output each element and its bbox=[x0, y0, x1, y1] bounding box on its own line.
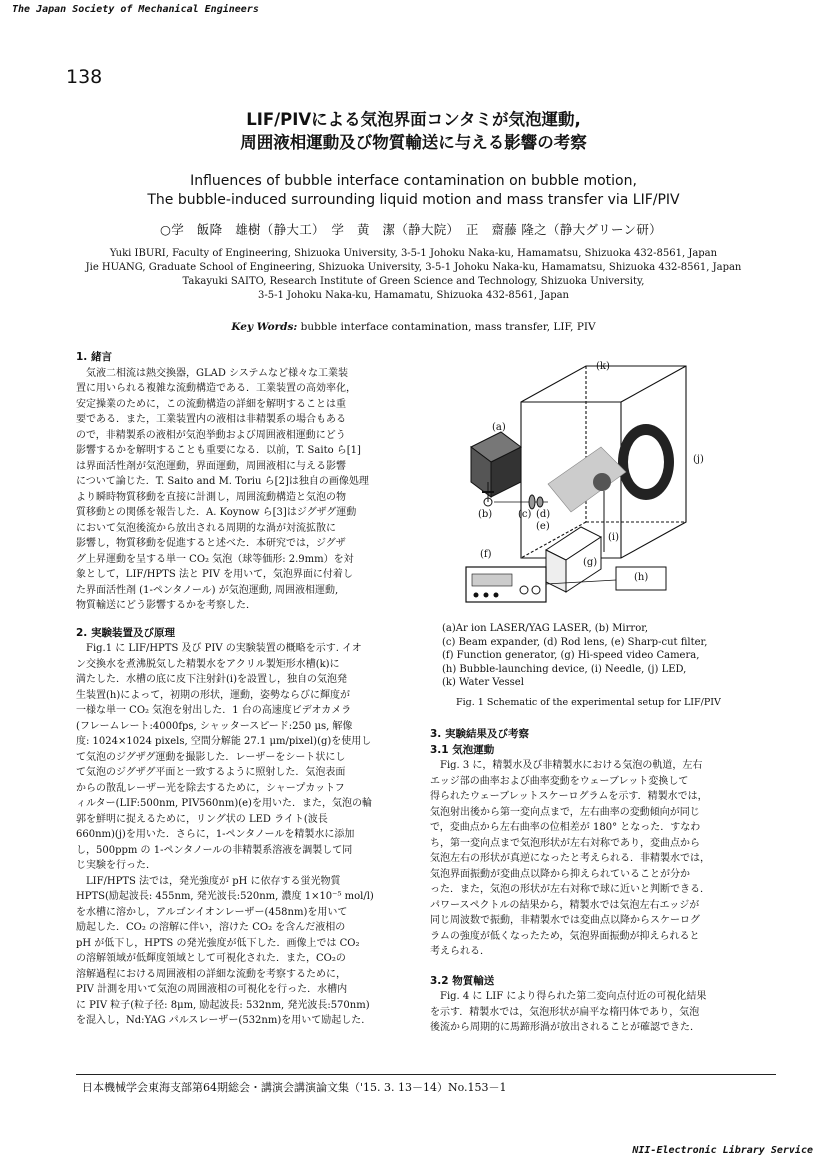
text-line: 溶解過程における周囲液相の詳細な流動を考察するために， bbox=[76, 968, 346, 980]
legend-line: (h) Bubble-launching device, (i) Needle, (j) LED, bbox=[442, 663, 687, 675]
section-1-title: 1. 緒言 bbox=[76, 351, 112, 363]
page-number: 138 bbox=[66, 66, 103, 88]
text-line: 安定操業のために，この流動構造の詳細を解明することは重 bbox=[76, 398, 346, 410]
label-e: (e) bbox=[536, 521, 550, 532]
text-line: 質移動との関係を報告した．A. Koynow ら[3]はジグザグ運動 bbox=[76, 507, 357, 518]
text-line: ン交換水を煮沸脱気した精製水をアクリル製矩形水槽(k)に bbox=[76, 658, 340, 670]
legend-line: (k) Water Vessel bbox=[442, 677, 524, 688]
section-3-2-body bbox=[430, 989, 770, 1036]
text-line: (フレームレート:4000fps, シャッタースピード:250 μs, 解像 bbox=[76, 720, 353, 732]
author-list: ○学 飯降 雄樹（静大工） 学 黄 潔（静大院） 正 齋藤 隆之（静大グリーン研） bbox=[160, 222, 662, 237]
text-line: ち，第一変向点まで気泡形状が左右対称であり，変曲点から bbox=[430, 837, 700, 849]
label-k: (k) bbox=[596, 361, 610, 372]
text-line: 物質輸送にどう影響するかを考察した． bbox=[76, 600, 256, 611]
text-line: に PIV 粒子(粒子径: 8μm, 励起波長: 532nm, 発光波長:570nm) bbox=[76, 999, 370, 1011]
text-line: LIF/HPTS 法では，発光強度が pH に依存する蛍光物質 bbox=[76, 875, 341, 887]
society-header: The Japan Society of Mechanical Engineers bbox=[12, 4, 259, 15]
text-line: からの散乱レーザー光を除去するために，シャープカットフ bbox=[76, 782, 345, 794]
text-line: ので，非精製系の液相が気泡挙動および周囲液相運動にどう bbox=[76, 429, 346, 441]
footer-rule bbox=[76, 1074, 776, 1075]
text-line: Fig. 4 に LIF により得られた第二変向点付近の可視化結果 bbox=[430, 991, 707, 1002]
text-line: HPTS(励起波長: 455nm, 発光波長:520nm, 濃度 1×10⁻⁵ mol/l) bbox=[76, 891, 374, 902]
affiliation-line: Yuki IBURI, Faculty of Engineering, Shizuoka University, 3-5-1 Johoku Naka-ku, Hamamatsu, Shizuoka 432-8561, Japan bbox=[109, 248, 718, 259]
text-line: 660nm)(j)を用いた．さらに，1-ペンタノールを精製水に添加 bbox=[76, 829, 355, 840]
setup-diagram bbox=[436, 352, 766, 622]
text-line: 気泡界面振動が変曲点以降から抑えられていることが分か bbox=[430, 868, 690, 880]
title-ja-line2: 周囲液相運動及び物質輸送に与える影響の考察 bbox=[240, 133, 587, 152]
text-line: 考えられる． bbox=[430, 946, 490, 957]
section-1-body bbox=[76, 366, 406, 614]
text-line: Fig.1 に LIF/HPTS 及び PIV の実験装置の概略を示す. イオ bbox=[76, 643, 362, 654]
title-ja-line1: LIF/PIVによる気泡界面コンタミが気泡運動, bbox=[246, 110, 581, 129]
text-line: て気泡のジグザグ平面と一致するように照射した．気泡表面 bbox=[76, 767, 346, 778]
text-line: で，変曲点から左右曲率の位相差が 180° となった．すなわ bbox=[430, 822, 701, 833]
text-line: 後流から周期的に馬蹄形渦が放出されることが確認できた． bbox=[430, 1022, 700, 1033]
label-g: (g) bbox=[583, 557, 598, 568]
legend-line: (f) Function generator, (g) Hi-speed video Camera, bbox=[442, 650, 700, 661]
text-line: は界面活性剤が気泡運動，界面運動，周囲液相に与える影響 bbox=[76, 460, 346, 472]
text-line: 気液二相流は熱交換器，GLAD システムなど様々な工業装 bbox=[76, 367, 349, 379]
label-h: (h) bbox=[634, 572, 649, 583]
text-line: 励起した．CO₂ の溶解に伴い，溶けた CO₂ を含んだ液相の bbox=[76, 922, 346, 933]
label-f: (f) bbox=[480, 549, 492, 560]
text-line: を混入し，Nd:YAG パルスレーザー(532nm)を用いて励起した． bbox=[76, 1015, 372, 1026]
text-line: について論じた．T. Saito and M. Toriu ら[2]は独自の画像処理 bbox=[76, 476, 369, 487]
keywords bbox=[0, 321, 827, 333]
label-d: (d) bbox=[536, 509, 551, 520]
text-line: し，500ppm の 1-ペンタノールの非精製系溶液を調製して同 bbox=[76, 844, 353, 856]
text-line: 要である．また，工業装置内の液相は非精製系の場合もある bbox=[76, 414, 346, 425]
title-en-line1: Influences of bubble interface contamination on bubble motion, bbox=[190, 173, 637, 189]
label-i: (i) bbox=[608, 532, 620, 543]
text-line: 度: 1024×1024 pixels, 空間分解能 27.1 μm/pixel)(g)を使用し bbox=[76, 736, 372, 747]
text-line: 一様な単一 CO₂ 気泡を射出した．1 台の高速度ビデオカメラ bbox=[76, 705, 352, 716]
text-line: の溶解領域が低輝度領域として可視化された．また，CO₂の bbox=[76, 953, 346, 964]
figure-1-caption: Fig. 1 Schematic of the experimental setup for LIF/PIV bbox=[456, 697, 721, 708]
label-a: (a) bbox=[492, 422, 506, 433]
text-line: 得られたウェーブレットスケーログラムを示す．精製水では， bbox=[430, 791, 708, 802]
right-column bbox=[430, 727, 770, 1036]
text-line: て気泡のジグザグ運動を撮影した．レーザーをシート状にし bbox=[76, 751, 346, 763]
text-line: 象として，LIF/HPTS 法と PIV を用いて，気泡界面に付着し bbox=[76, 569, 353, 580]
section-3-title: 3. 実験結果及び考察 bbox=[430, 728, 529, 740]
legend-line: (a)Ar ion LASER/YAG LASER, (b) Mirror, bbox=[442, 623, 649, 634]
keywords-label: Key Words: bbox=[231, 321, 298, 333]
text-line: を示す．精製水では，気泡形状が扁平な楕円体であり，気泡 bbox=[430, 1006, 700, 1018]
text-line: 気泡射出後から第一変向点まで，左右曲率の変動傾向が同じ bbox=[430, 806, 700, 818]
figure-1-legend bbox=[442, 622, 772, 690]
text-line: 郭を鮮明に捉えるために，リング状の LED ライト(波長 bbox=[76, 813, 328, 825]
text-line: Fig. 3 に，精製水及び非精製水における気泡の軌道，左右 bbox=[430, 760, 703, 771]
nii-credit: NII-Electronic Library Service bbox=[632, 1145, 813, 1156]
text-line: ラムの強度が低くなったため，気泡界面振動が抑えられると bbox=[430, 930, 700, 942]
text-line: より瞬時物質移動を直接に計測し，周囲流動構造と気泡の物 bbox=[76, 491, 346, 503]
affiliation-line: Jie HUANG, Graduate School of Engineering, Shizuoka University, 3-5-1 Johoku Naka-ku, Hamamatsu, Shizuoka 432-8561, Japan bbox=[85, 262, 742, 273]
text-line: た界面活性剤 (1-ペンタノール) が気泡運動, 周囲液相運動, bbox=[76, 584, 339, 596]
affiliation-line: Takayuki SAITO, Research Institute of Green Science and Technology, Shizuoka University, bbox=[182, 276, 645, 287]
section-2-body bbox=[76, 641, 406, 1029]
keywords-text: bubble interface contamination, mass transfer, LIF, PIV bbox=[297, 321, 596, 333]
section-3-1-body bbox=[430, 758, 770, 960]
text-line: じ実験を行った． bbox=[76, 860, 156, 871]
text-line: 置に用いられる複雑な流動構造である．工業装置の高効率化， bbox=[76, 383, 356, 394]
text-line: 同じ周波数で振動，非精製水では変曲点以降からスケーログ bbox=[430, 915, 700, 926]
text-line: 気泡左右の形状が真逆になったと考えられる．非精製水では， bbox=[430, 853, 710, 864]
text-line: において気泡後流から放出される周期的な渦が対流拡散に bbox=[76, 522, 336, 534]
section-3-2-title: 3.2 物質輸送 bbox=[430, 974, 495, 987]
text-line: を水槽に溶かし，アルゴンイオンレーザー(458nm)を用いて bbox=[76, 906, 348, 918]
label-j: (j) bbox=[693, 454, 704, 465]
section-2-title: 2. 実験装置及び原理 bbox=[76, 626, 175, 639]
title-en-line2: The bubble-induced surrounding liquid motion and mass transfer via LIF/PIV bbox=[147, 192, 680, 208]
proceedings-footer: 日本機械学会東海支部第64期総会・講演会講演論文集（'15. 3. 13－14）No.153－1 bbox=[82, 1081, 507, 1094]
label-c: (c) bbox=[518, 509, 532, 520]
text-line: 生装置(h)によって，初期の形状，運動，姿勢ならびに輝度が bbox=[76, 689, 351, 701]
text-line: 影響するかを解明することも重要になる．以前，T. Saito ら[1] bbox=[76, 445, 361, 456]
text-line: pH が低下し，HPTS の発光強度が低下した．画像上では CO₂ bbox=[76, 937, 360, 949]
label-b: (b) bbox=[478, 509, 493, 520]
text-line: エッジ部の曲率および曲率変動をウェーブレット変換して bbox=[430, 775, 689, 787]
affiliation-line: 3-5-1 Johoku Naka-ku, Hamamatu, Shizuoka 432-8561, Japan bbox=[257, 290, 569, 301]
text-line: った．また，気泡の形状が左右対称で球に近いと判断できる． bbox=[430, 884, 710, 895]
text-line: ィルター(LIF:500nm, PIV560nm)(e)を用いた．また，気泡の輪 bbox=[76, 798, 372, 809]
figure-1-schematic bbox=[436, 352, 766, 622]
left-column bbox=[76, 350, 406, 1029]
legend-line: (c) Beam expander, (d) Rod lens, (e) Sharp-cut filter, bbox=[442, 636, 708, 648]
text-line: PIV 計測を用いて気泡の周囲液相の可視化を行った．水槽内 bbox=[76, 984, 348, 995]
text-line: 満たした．水槽の底に皮下注射針(i)を設置し，独自の気泡発 bbox=[76, 674, 348, 685]
text-line: 影響し，物質移動を促進すると述べた．本研究では，ジグザ bbox=[76, 538, 346, 549]
text-line: グ上昇運動を呈する単一 CO₂ 気泡（球等価形: 2.9mm）を対 bbox=[76, 553, 354, 565]
section-3-1-title: 3.1 気泡運動 bbox=[430, 743, 495, 756]
text-line: パワースペクトルの結果から，精製水では気泡左右エッジが bbox=[430, 899, 700, 911]
